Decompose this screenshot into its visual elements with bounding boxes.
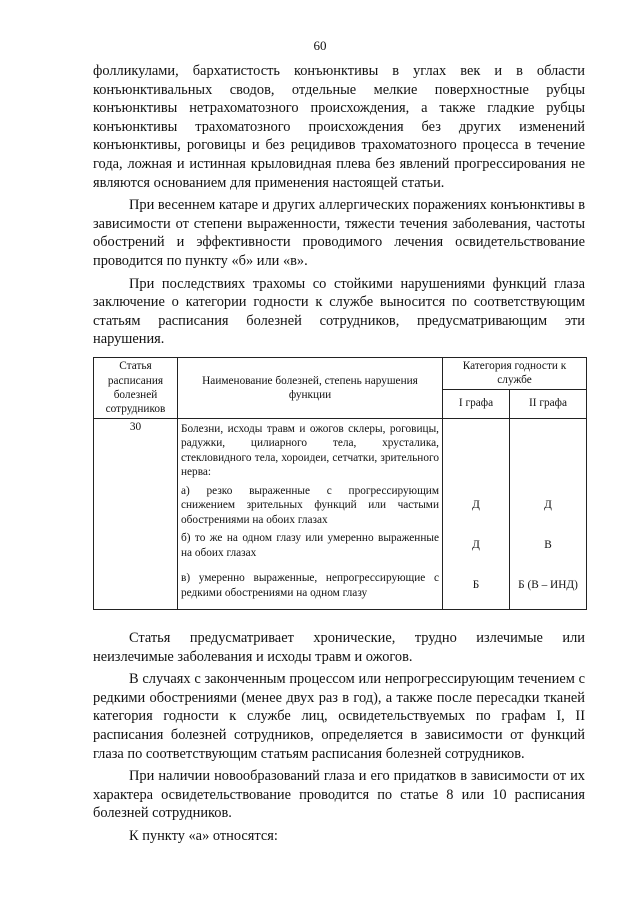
row-col-2: Д <box>510 483 587 529</box>
paragraph: При весеннем катаре и других аллергических поражениях конъюнктивы в зависимости от степени выраженности, тяжести течения заболевания, частоты обострений и эффективности проводимого лечения освидетельствование проводится по пункту «б» или «в». <box>93 197 585 269</box>
paragraph: фолликулами, бархатистость конъюнктивы в углах век и в области конъюнктивальных сводов, отдельные мелкие поверхностные рубцы конъюнктивы нетрахоматозного происхождения, а также гладкие рубцы конъюнктивы трахоматозного происхождения без других изменений конъюнктивы, роговицы и без рецидивов трахоматозного процесса в течение года, ложная и истинная крыловидная плева без явлений прогрессирования не являются основанием для применения настоящей статьи. <box>93 63 585 191</box>
row-col-1: Д <box>443 529 510 563</box>
body-text-top <box>93 62 585 349</box>
article-number: 30 <box>94 418 178 609</box>
row-text: Болезни, исходы травм и ожогов склеры, роговицы, радужки, цилиарного тела, хрусталика, стекловидного тела, хороидеи, сетчатки, зрительного нерва: <box>178 418 443 483</box>
paragraph: В случаях с законченным процессом или непрогрессирующим течением с редкими обострениями (менее двух раз в год), а также после пересадки тканей категория годности к службе лиц, освидетельствуемых по графам I, II расписания болезней сотрудников, определяется в зависимости от функций глаза по соответствующим статьям расписания болезней сотрудников. <box>93 671 585 762</box>
paragraph: При последствиях трахомы со стойкими нарушениями функций глаза заключение о категории годности к службе выносится по соответствующим статьям расписания болезней сотрудников, предусматривающим эти нарушения. <box>93 275 585 348</box>
header-article: Статья расписания болезней сотрудников <box>94 358 178 419</box>
table-row <box>94 418 587 483</box>
row-col-1: Б <box>443 563 510 610</box>
paragraph: Статья предусматривает хронические, трудно излечимые или неизлечимые заболевания и исходы травм и ожогов. <box>93 630 585 665</box>
header-category: Категория годности к службе <box>443 358 587 390</box>
row-col-2: Б (В – ИНД) <box>510 563 587 610</box>
header-disease: Наименование болезней, степень нарушения функции <box>178 358 443 419</box>
row-col-2 <box>510 418 587 483</box>
paragraph: К пункту «а» относятся: <box>129 827 278 844</box>
row-text: в) умеренно выраженные, непрогрессирующие с редкими обострениями на одном глазу <box>178 563 443 610</box>
page-number: 60 <box>313 38 327 53</box>
header-col-1: I графа <box>443 389 510 418</box>
header-col-2: II графа <box>510 389 587 418</box>
row-col-1: Д <box>443 483 510 529</box>
paragraph: При наличии новообразований глаза и его придатков в зависимости от их характера освидетельствование проводится по статье 8 или 10 расписания болезней сотрудников. <box>93 768 585 822</box>
row-col-2: В <box>510 529 587 563</box>
table-header-row <box>94 358 587 390</box>
row-text: б) то же на одном глазу или умеренно выраженные на обоих глазах <box>178 529 443 563</box>
disease-category-table <box>93 357 587 610</box>
row-text: а) резко выраженные с прогрессирующим снижением зрительных функций или частыми обострениями на обоих глазах <box>178 483 443 529</box>
row-col-1 <box>443 418 510 483</box>
body-text-bottom <box>93 629 585 846</box>
